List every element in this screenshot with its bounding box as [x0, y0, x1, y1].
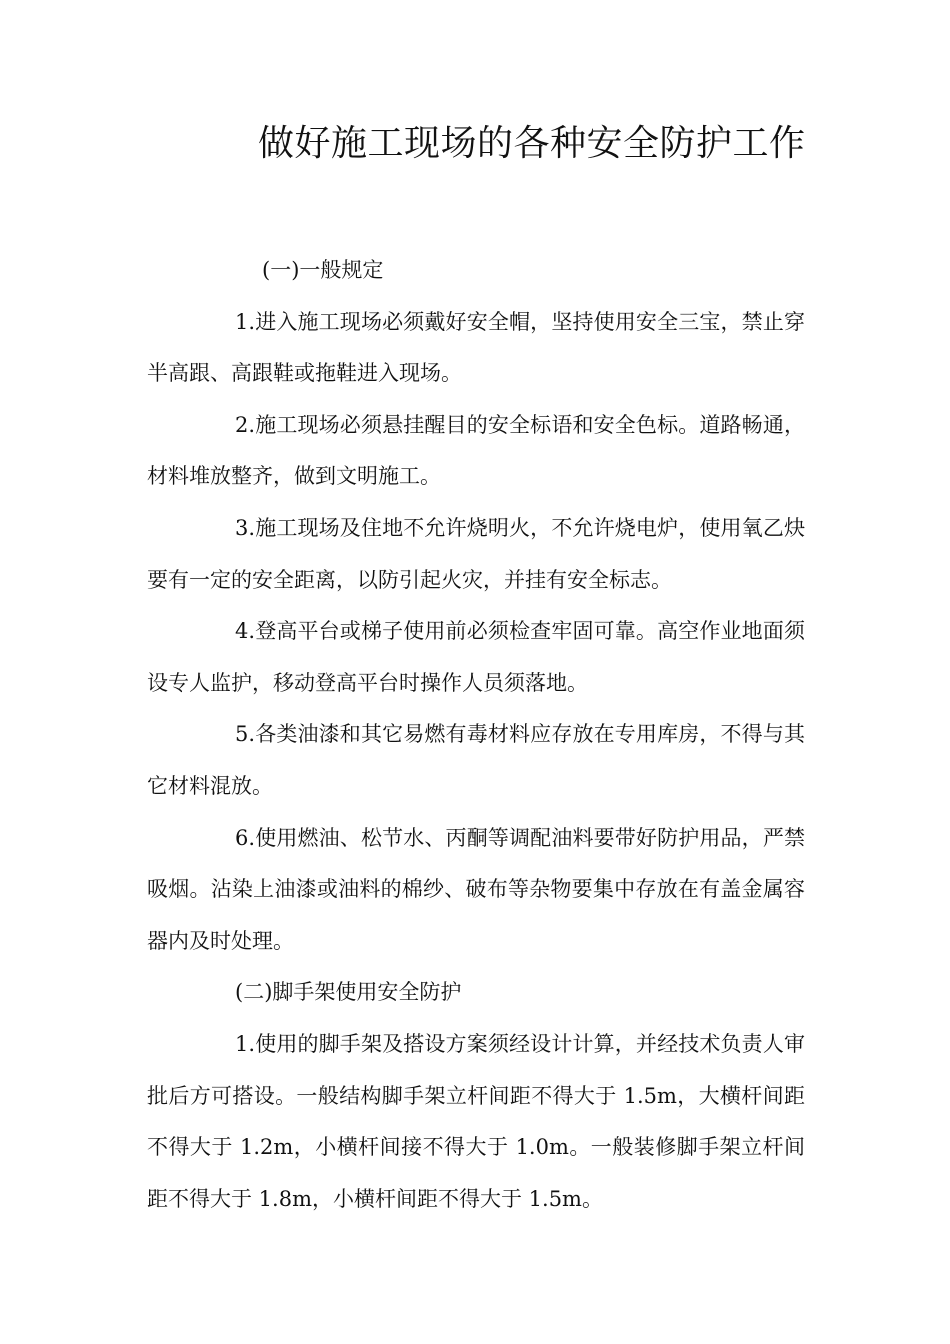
paragraph-rule-4: 4.登高平台或梯子使用前必须检查牢固可靠。高空作业地面须设专人监护，移动登高平台时操作人员须落地。: [147, 619, 805, 695]
paragraph-scaffold-1: 1.使用的脚手架及搭设方案须经设计计算，并经技术负责人审批后方可搭设。一般结构脚手架立杆间距不得大于 1.5m，大横杆间距不得大于 1.2m，小横杆间接不得大于 1.0m。一般装修脚手架立杆间距不得大于 1.8m，小横杆间距不得大于 1.5m。: [147, 1031, 805, 1211]
document-body: [147, 245, 805, 1225]
section-heading-general-rules: (一)一般规定: [262, 258, 384, 282]
section-heading-scaffold-safety: (二)脚手架使用安全防护: [235, 980, 462, 1005]
paragraph-rule-3: 3.施工现场及住地不允许烧明火，不允许烧电炉，使用氧乙炔要有一定的安全距离，以防引起火灾，并挂有安全标志。: [147, 515, 805, 592]
document-title: 做好施工现场的各种安全防护工作: [258, 123, 806, 164]
paragraph-rule-1: 1.进入施工现场必须戴好安全帽，坚持使用安全三宝，禁止穿半高跟、高跟鞋或拖鞋进入现场。: [147, 309, 805, 386]
paragraph-rule-2: 2.施工现场必须悬挂醒目的安全标语和安全色标。道路畅通，材料堆放整齐，做到文明施工。: [147, 412, 805, 489]
paragraph-rule-6: 6.使用燃油、松节水、丙酮等调配油料要带好防护用品，严禁吸烟。沾染上油漆或油料的棉纱、破布等杂物要集中存放在有盖金属容器内及时处理。: [147, 825, 805, 953]
paragraph-rule-5: 5.各类油漆和其它易燃有毒材料应存放在专用库房，不得与其它材料混放。: [147, 722, 805, 798]
